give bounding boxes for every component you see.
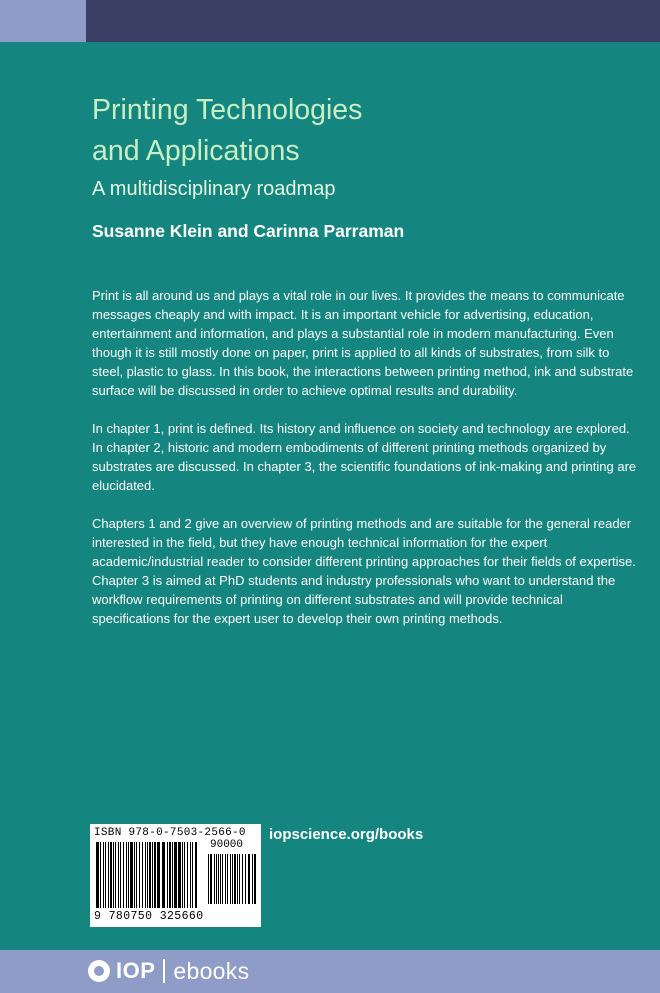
book-title-line-2: and Applications <box>92 135 300 167</box>
publisher-footer-bar <box>0 950 660 993</box>
book-title <box>92 90 542 172</box>
iop-logo-text: IOP <box>116 958 156 983</box>
book-description <box>92 286 644 647</box>
iop-circle-icon <box>88 960 110 982</box>
description-paragraph-2: In chapter 1, print is defined. Its history and influence on society and technology are explored. In chapter 2, historic and modern embodiments of different printing methods organized by substrates are discussed. In chapter 3, the scientific foundations of ink-making and printing are elucidated. <box>92 421 637 493</box>
barcode-ean-digits: 9 780750 325660 <box>94 910 204 923</box>
top-left-color-block <box>0 0 86 42</box>
iop-ebooks-logo <box>88 956 249 986</box>
iopscience-books-link[interactable]: iopscience.org/books <box>269 826 424 843</box>
book-title-line-1: Printing Technologies <box>92 94 363 126</box>
barcode-price-code: 90000 <box>210 839 244 851</box>
ebooks-logo-text: ebooks <box>173 957 250 984</box>
logo-separator <box>163 959 165 983</box>
description-paragraph-3: Chapters 1 and 2 give an overview of printing methods and are suitable for the general reader interested in the field, but they have enough technical information for the expert academic/industrial reader to consider different printing approaches for their fields of expertise. Chapter 3 is aimed at PhD students and industry professionals who want to understand the workflow requirements of printing on different substrates and will provide technical specifications for the expert user to develop their own printing methods. <box>92 516 636 626</box>
description-paragraph-1: Print is all around us and plays a vital role in our lives. It provides the means to communicate messages cheaply and with impact. It is an important vehicle for advertising, education, entertainment and information, and plays a substantial role in modern manufacturing. Even though it is still mostly done on paper, print is applied to all kinds of substrates, from silk to steel, plastic to glass. In this book, the interactions between printing method, ink and substrate surface will be discussed in order to achieve optimal results and durability. <box>92 288 634 398</box>
book-authors: Susanne Klein and Carinna Parraman <box>92 221 405 241</box>
isbn-text: ISBN 978-0-7503-2566-0 <box>94 827 246 839</box>
top-color-bar <box>86 0 660 42</box>
back-cover-main <box>0 42 660 950</box>
book-subtitle: A multidisciplinary roadmap <box>92 178 336 200</box>
isbn-barcode <box>90 824 261 927</box>
